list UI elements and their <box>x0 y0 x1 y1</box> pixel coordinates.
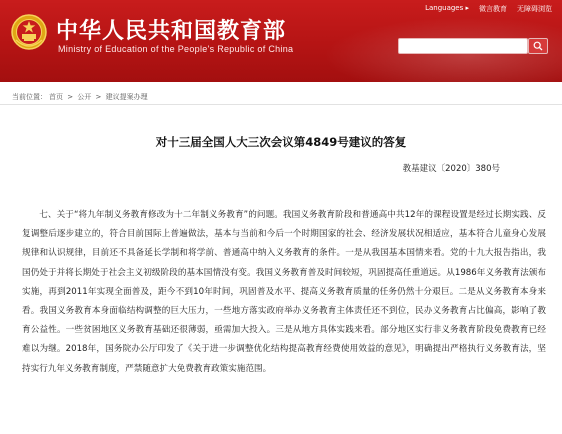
breadcrumb-separator: > <box>65 93 76 101</box>
search-button[interactable] <box>528 38 548 54</box>
document-body: 七、关于“将九年制义务教育修改为十二年制义务教育”的问题。我国义务教育阶段和普通高中共12年的课程设置是经过长期实践、反复调整后逐步建立的，符合目前国际上普遍做法，基本与当前和今后一个时期国家的社会、经济发展状况相适应，基本符合儿童身心发展规律和认识规律，目前还不具备延长学制和将学前、普通高中纳入义务教育的条件。一是从我国基本国情来看。党的十九大报告指出，我国仍处于并将长期处于社会主义初级阶段的基本国情没有变。我国义务教育普及时间较短，巩固提高任重道远。从1986年义务教育法颁布实施，再到2011年实现全面普及，距今不到10年时间，巩固普及水平、提高义务教育质量的任务仍然十分艰巨。二是从义务教育本身来看。我国义务教育本身面临结构调整的巨大压力，一些地方落实政府举办义务教育主体责任还不到位，民办义务教育占比偏高，影响了教育公益性。一些贫困地区义务教育基础还很薄弱，亟需加大投入。三是从地方具体实践来看。部分地区实行非义务教育阶段免费教育已经难以为继。2018年，国务院办公厅印发了《关于进一步调整优化结构提高教育经费使用效益的意见》，明确提出严格执行义务教育法，坚持实行九年义务教育制度，严禁随意扩大免费教育政策实施范围。 <box>22 210 546 374</box>
search-icon <box>533 41 543 51</box>
national-emblem-icon[interactable] <box>10 12 48 52</box>
weiyan-education-link[interactable]: 微言教育 <box>479 5 507 13</box>
breadcrumb-home[interactable]: 首页 <box>49 93 63 101</box>
document-number: 教基建议〔2020〕380号 <box>402 164 500 174</box>
breadcrumb <box>12 92 150 102</box>
site-title-en: Ministry of Education of the People's Republic of China <box>58 44 294 54</box>
languages-link[interactable]: Languages ▸ <box>425 4 469 12</box>
breadcrumb-proposals[interactable]: 建议提案办理 <box>105 93 148 101</box>
site-title-cn[interactable]: 中华人民共和国教育部 <box>56 19 287 44</box>
content-divider <box>0 104 562 105</box>
accessibility-link[interactable]: 无障碍浏览 <box>517 5 552 13</box>
breadcrumb-public[interactable]: 公开 <box>77 93 92 101</box>
top-links <box>425 4 552 14</box>
breadcrumb-prefix: 当前位置： <box>12 93 47 101</box>
search-input[interactable] <box>398 38 528 54</box>
site-header <box>0 0 562 82</box>
breadcrumb-separator: > <box>93 93 104 101</box>
document-title: 对十三届全国人大三次会议第4849号建议的答复 <box>155 135 407 149</box>
